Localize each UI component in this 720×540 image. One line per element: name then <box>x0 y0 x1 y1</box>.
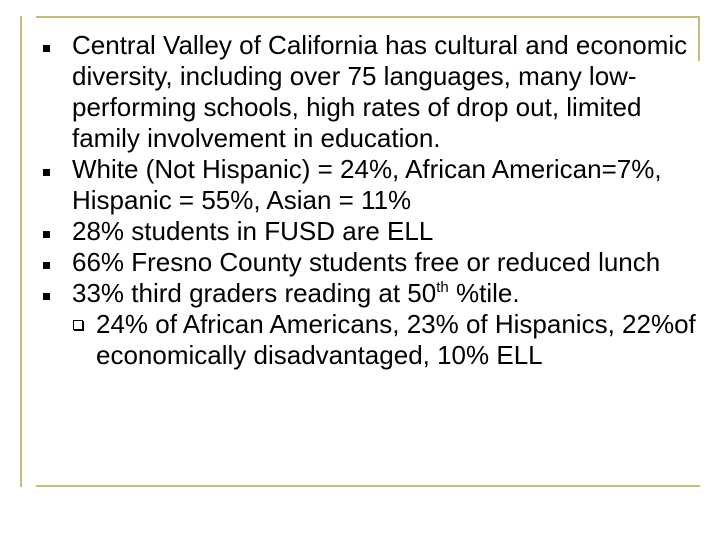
bullet-text: White (Not Hispanic) = 24%, African American=7%, Hispanic = 55%, Asian = 11% <box>72 154 662 215</box>
bullet-item <box>36 216 696 247</box>
bullet-item <box>36 247 696 278</box>
square-bullet-icon <box>43 293 50 300</box>
bullet-text: 28% students in FUSD are ELL <box>72 216 434 246</box>
bullet-item <box>36 154 696 216</box>
square-bullet-icon <box>43 231 50 238</box>
bullet-text-part: 33% third graders reading at 50 <box>72 278 437 308</box>
ordinal-superscript: th <box>436 279 449 296</box>
hollow-square-bullet-icon <box>73 320 83 330</box>
frame-right-line <box>698 16 700 61</box>
square-bullet-icon <box>43 169 50 176</box>
bullet-item <box>36 278 696 309</box>
sub-bullet-item <box>36 309 696 371</box>
bullet-text-part: %tile. <box>448 278 520 308</box>
square-bullet-icon <box>43 262 50 269</box>
square-bullet-icon <box>43 45 50 52</box>
bullet-text: 66% Fresno County students free or reduced lunch <box>72 247 661 277</box>
frame-bottom-line <box>36 485 700 487</box>
bullet-item <box>36 30 696 154</box>
sub-bullet-text: 24% of African Americans, 23% of Hispanics, 22%of economically disadvantaged, 10% ELL <box>96 309 696 370</box>
frame-top-line <box>36 16 700 18</box>
frame-left-line <box>20 16 22 487</box>
bullet-text: Central Valley of California has cultural and economic diversity, including over 75 languages, many low-performing schools, high rates of drop out, limited family involvement in education. <box>72 30 688 153</box>
slide-content <box>36 30 696 371</box>
